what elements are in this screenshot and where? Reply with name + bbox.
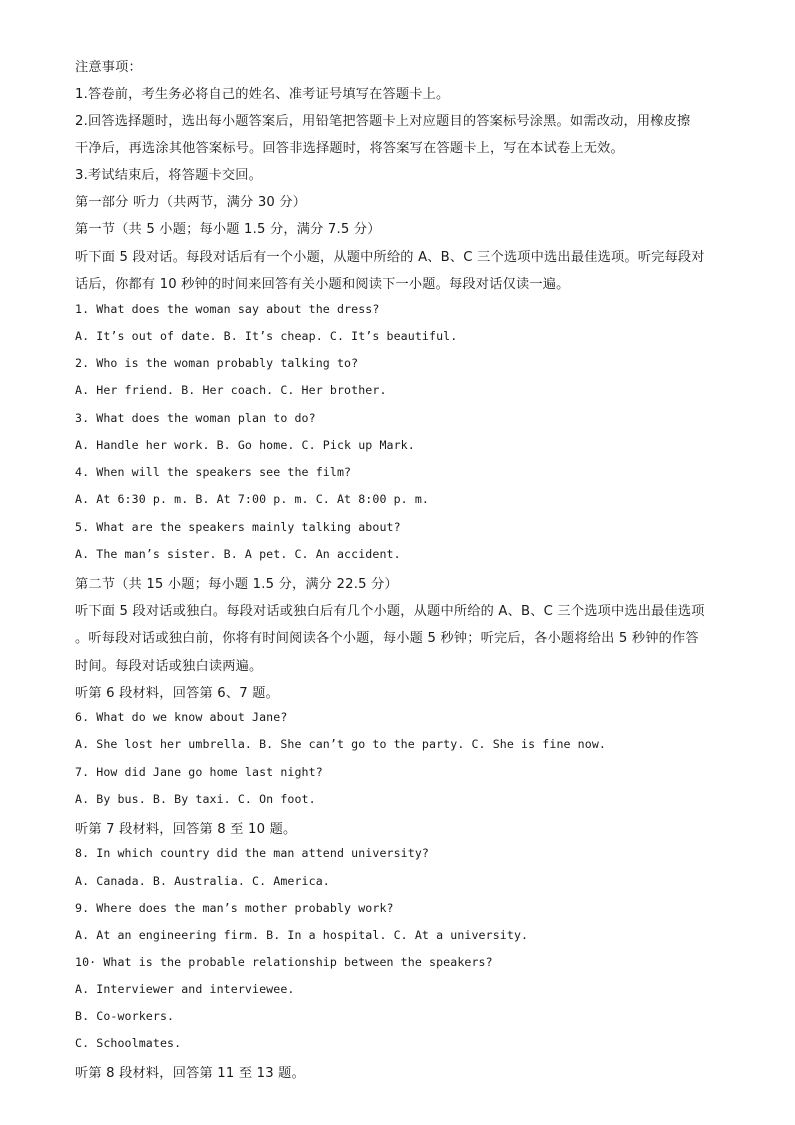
question-7-options: A. By bus. B. By taxi. C. On foot. [75, 792, 316, 806]
section1-title: 第一节（共 5 小题；每小题 1.5 分，满分 7.5 分） [75, 222, 381, 237]
part1-title: 第一部分 听力（共两节，满分 30 分） [75, 195, 307, 210]
question-9-options: A. At an engineering firm. B. In a hospital. C. At a university. [75, 928, 529, 942]
passage-7-heading: 听第 7 段材料，回答第 8 至 10 题。 [75, 822, 297, 837]
question-2-options: A. Her friend. B. Her coach. C. Her brother. [75, 383, 387, 397]
question-5: 5. What are the speakers mainly talking about? [75, 520, 401, 534]
question-1-options: A. It’s out of date. B. It’s cheap. C. It’s beautiful. [75, 329, 458, 343]
question-4-options: A. At 6:30 p. m. B. At 7:00 p. m. C. At 8:00 p. m. [75, 492, 430, 506]
question-10-option-c: C. Schoolmates. [75, 1036, 182, 1050]
question-9: 9. Where does the man’s mother probably work? [75, 901, 394, 915]
section1-instruction-2: 话后，你都有 10 秒钟的时间来回答有关小题和阅读下一小题。每段对话仅读一遍。 [75, 277, 570, 292]
question-3-options: A. Handle her work. B. Go home. C. Pick up Mark. [75, 438, 415, 452]
section1-instruction-1: 听下面 5 段对话。每段对话后有一个小题，从题中所给的 A、B、C 三个选项中选出最佳选项。听完每段对 [75, 250, 705, 265]
section2-instruction-1: 听下面 5 段对话或独白。每段对话或独白后有几个小题，从题中所给的 A、B、C 三个选项中选出最佳选项 [75, 604, 705, 619]
section2-instruction-3: 时间。每段对话或独白读两遍。 [75, 659, 263, 674]
question-6-options: A. She lost her umbrella. B. She can’t go to the party. C. She is fine now. [75, 737, 607, 751]
question-10: 10· What is the probable relationship between the speakers? [75, 955, 493, 969]
question-5-options: A. The man’s sister. B. A pet. C. An accident. [75, 547, 401, 561]
note-item-2-continued: 干净后，再选涂其他答案标号。回答非选择题时，将答案写在答题卡上，写在本试卷上无效。 [75, 141, 624, 156]
question-10-option-b: B. Co-workers. [75, 1009, 175, 1023]
question-1: 1. What does the woman say about the dress? [75, 302, 380, 316]
question-7: 7. How did Jane go home last night? [75, 765, 323, 779]
note-item-3: 3.考试结束后，将答题卡交回。 [75, 168, 263, 183]
question-8: 8. In which country did the man attend university? [75, 846, 430, 860]
note-item-2: 2.回答选择题时，选出每小题答案后，用铅笔把答题卡上对应题目的答案标号涂黑。如需改动，用橡皮擦 [75, 114, 691, 129]
question-2: 2. Who is the woman probably talking to? [75, 356, 359, 370]
note-item-1: 1.答卷前，考生务必将自己的姓名、准考证号填写在答题卡上。 [75, 87, 450, 102]
passage-8-heading: 听第 8 段材料，回答第 11 至 13 题。 [75, 1066, 305, 1081]
question-10-option-a: A. Interviewer and interviewee. [75, 982, 295, 996]
question-6: 6. What do we know about Jane? [75, 710, 288, 724]
section2-title: 第二节（共 15 小题；每小题 1.5 分，满分 22.5 分） [75, 577, 398, 592]
question-3: 3. What does the woman plan to do? [75, 411, 316, 425]
question-4: 4. When will the speakers see the film? [75, 465, 352, 479]
question-8-options: A. Canada. B. Australia. C. America. [75, 874, 330, 888]
passage-6-heading: 听第 6 段材料，回答第 6、7 题。 [75, 686, 279, 701]
notes-heading: 注意事项： [75, 60, 142, 75]
section2-instruction-2: 。听每段对话或独白前，你将有时间阅读各个小题，每小题 5 秒钟；听完后，各小题将给出 5 秒钟的作答 [75, 631, 699, 646]
